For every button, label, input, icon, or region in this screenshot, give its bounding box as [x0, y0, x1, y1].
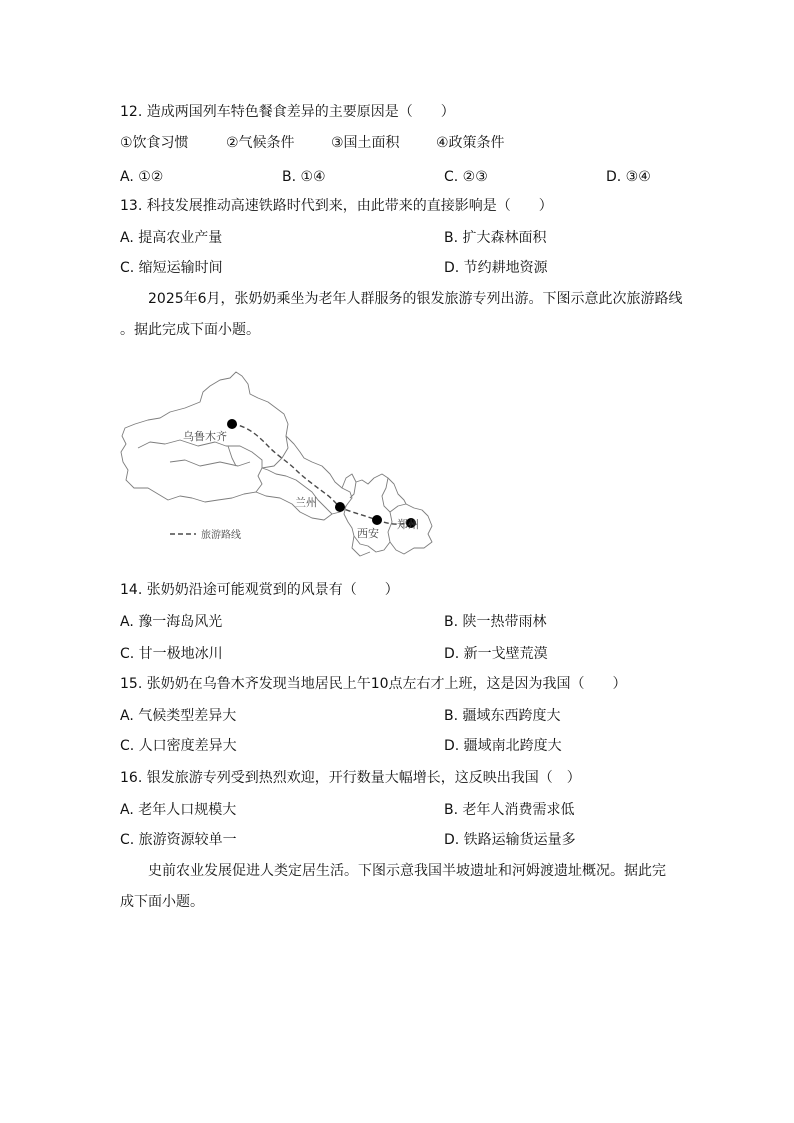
travel-route-map: [118, 364, 438, 564]
q12-option-a: A. ①②: [120, 169, 164, 185]
lanzhou-dot: [335, 502, 345, 512]
q13-option-c: C. 缩短运输时间: [120, 260, 223, 276]
qinghai-outline: [256, 492, 332, 520]
passage2-line2: 成下面小题。: [120, 894, 204, 910]
ningxia-outline: [342, 474, 356, 498]
q15-option-a: A. 气候类型差异大: [120, 708, 237, 724]
passage1-line2: 。据此完成下面小题。: [120, 322, 260, 338]
legend-label: 旅游路线: [201, 530, 241, 541]
xian-label: 西安: [357, 527, 379, 540]
q16-option-d: D. 铁路运输货运量多: [444, 832, 576, 848]
lanzhou-label: 兰州: [295, 496, 317, 509]
q12-factor-2: ②气候条件: [226, 135, 295, 151]
province-outlines: [121, 372, 432, 556]
q14-option-d: D. 新一戈壁荒漠: [444, 646, 548, 662]
xian-dot: [372, 515, 382, 525]
q15-option-b: B. 疆域东西跨度大: [444, 708, 561, 724]
urumqi-label: 乌鲁木齐: [183, 430, 227, 443]
q15-option-d: D. 疆域南北跨度大: [444, 738, 562, 754]
shaanxi-outline: [344, 474, 392, 552]
q16-option-b: B. 老年人消费需求低: [444, 802, 575, 818]
q12-option-b: B. ①④: [282, 169, 326, 185]
q14-option-a: A. 豫一海岛风光: [120, 614, 223, 630]
xinjiang-inner-line-3: [228, 446, 236, 466]
q14-option-c: C. 甘一极地冰川: [120, 646, 223, 662]
xinjiang-inner-line-2: [170, 460, 250, 466]
q16-option-a: A. 老年人口规模大: [120, 802, 237, 818]
q13-stem: 13. 科技发展推动高速铁路时代到来，由此带来的直接影响是（ ）: [120, 198, 553, 214]
passage1-line1: 2025年6月，张奶奶乘坐为老年人群服务的银发旅游专列出游。下图示意此次旅游路线: [148, 291, 683, 307]
q13-option-b: B. 扩大森林面积: [444, 230, 547, 246]
q14-option-b: B. 陕一热带雨林: [444, 614, 547, 630]
urumqi-dot: [227, 419, 237, 429]
q12-option-d: D. ③④: [606, 169, 651, 185]
q13-option-d: D. 节约耕地资源: [444, 260, 548, 276]
q12-factor-3: ③国土面积: [331, 135, 400, 151]
q16-stem: 16. 银发旅游专列受到热烈欢迎，开行数量大幅增长，这反映出我国（ ）: [120, 770, 581, 786]
q12-factor-4: ④政策条件: [436, 135, 505, 151]
passage2-line1: 史前农业发展促进人类定居生活。下图示意我国半坡遗址和河姆渡遗址概况。据此完: [148, 863, 666, 879]
q16-option-c: C. 旅游资源较单一: [120, 832, 237, 848]
q15-option-c: C. 人口密度差异大: [120, 738, 237, 754]
q12-option-c: C. ②③: [444, 169, 488, 185]
q12-stem: 12. 造成两国列车特色餐食差异的主要原因是（ ）: [120, 104, 455, 120]
q13-option-a: A. 提高农业产量: [120, 230, 223, 246]
zhengzhou-label: 郑州: [397, 518, 419, 531]
q12-factor-1: ①饮食习惯: [120, 135, 189, 151]
q15-stem: 15. 张奶奶在乌鲁木齐发现当地居民上午10点左右才上班，这是因为我国（ ）: [120, 676, 627, 692]
shanxi-outline: [388, 478, 406, 504]
q14-stem: 14. 张奶奶沿途可能观赏到的风景有（ ）: [120, 582, 399, 598]
